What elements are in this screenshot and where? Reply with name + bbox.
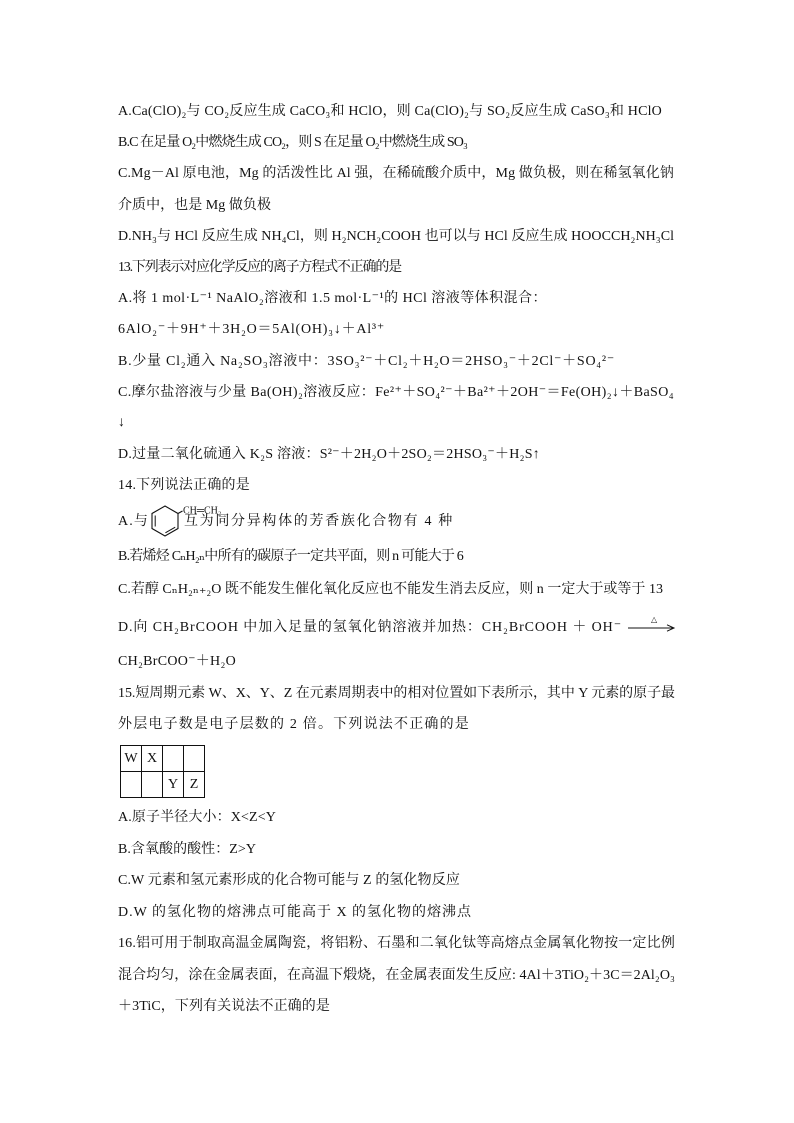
q13-option-d: D.过量二氧化硫通入 K₂S 溶液：S²⁻＋2H₂O＋2SO₂＝2HSO₃⁻＋H₂S↑ — [118, 447, 540, 462]
vinyl-bond — [178, 511, 183, 514]
table-cell-w: W — [121, 746, 142, 772]
ring-double-bond-lower-right — [165, 527, 175, 533]
q14-option-d-line2: CH₂BrCOO⁻＋H₂O — [118, 654, 236, 669]
periodic-table-row-1 — [121, 746, 205, 772]
periodic-table-fragment — [120, 745, 205, 798]
table-cell-y: Y — [163, 772, 184, 798]
q12-option-c-line1: C.Mg－Al 原电池，Mg 的活泼性比 Al 强，在稀硫酸介质中，Mg 做负极，则在稀氢氧化钠 — [118, 166, 675, 181]
table-cell-z: Z — [184, 772, 205, 798]
vinyl-group-label: CH═CH₂ — [183, 505, 222, 517]
q13-option-a-equation: 6AlO₂⁻＋9H⁺＋3H₂O＝5Al(OH)₃↓＋Al³⁺ — [118, 322, 386, 337]
table-cell-empty — [121, 772, 142, 798]
q12-option-c-line2: 介质中，也是 Mg 做负极 — [118, 198, 271, 213]
table-cell-empty — [142, 772, 163, 798]
q14-option-a-prefix: A.与 — [118, 514, 149, 529]
table-cell-empty — [184, 746, 205, 772]
q15-option-a: A.原子半径大小：X<Z<Y — [118, 810, 276, 825]
q12-option-a: A.Ca(ClO)₂与 CO₂反应生成 CaCO₃和 HClO，则 Ca(ClO)₂与 SO₂反应生成 CaSO₃和 HClO — [118, 104, 662, 119]
table-cell-x: X — [142, 746, 163, 772]
q15-option-b: B.含氧酸的酸性：Z>Y — [118, 842, 256, 857]
ring-outline — [152, 506, 178, 536]
heating-reaction-arrow — [626, 614, 676, 638]
q16-stem-line1: 16.铝可用于制取高温金属陶瓷，将铝粉、石墨和二氧化钛等高熔点金属氧化物按一定比例 — [118, 936, 676, 951]
q16-stem-line3: ＋3TiC，下列有关说法不正确的是 — [118, 999, 330, 1014]
q15-option-c: C.W 元素和氢元素形成的化合物可能与 Z 的氢化物反应 — [118, 873, 460, 888]
q13-option-c-line2: ↓ — [118, 415, 125, 430]
q13-option-c-line1: C.摩尔盐溶液与少量 Ba(OH)₂溶液反应：Fe²⁺＋SO₄²⁻＋Ba²⁺＋2OH⁻＝Fe(OH)₂↓＋BaSO₄ — [118, 385, 674, 400]
q14-option-c: C.若醇 CₙH₂ₙ₊₂O 既不能发生催化氧化反应也不能发生消去反应，则 n 一定大于或等于 13 — [118, 582, 663, 597]
table-cell-empty — [163, 746, 184, 772]
q15-stem-line2: 外层电子数是电子层数的 2 倍。下列说法不正确的是 — [118, 717, 470, 732]
periodic-table-row-2 — [121, 772, 205, 798]
q15-stem-line1: 15.短周期元素 W、X、Y、Z 在元素周期表中的相对位置如下表所示，其中 Y 元素的原子最 — [118, 686, 676, 701]
q14-option-a-suffix: 互为同分异构体的芳香族化合物有 4 种 — [184, 514, 454, 529]
q14-option-d-line1: D.向 CH₂BrCOOH 中加入足量的氢氧化钠溶液并加热：CH₂BrCOOH ＋ OH⁻ — [118, 620, 622, 635]
q14-stem: 14.下列说法正确的是 — [118, 478, 250, 493]
q12-option-d: D.NH₃与 HCl 反应生成 NH₄Cl，则 H₂NCH₂COOH 也可以与 HCl 反应生成 HOOCCH₂NH₃Cl — [118, 229, 675, 244]
q14-option-b: B.若烯烃 CₙH₂ₙ中所有的碳原子一定共平面，则 n 可能大于 6 — [118, 549, 463, 564]
q13-option-a-line1: A.将 1 mol·L⁻¹ NaAlO₂溶液和 1.5 mol·L⁻¹的 HCl 溶液等体积混合： — [118, 291, 547, 306]
q13-stem: 13.下列表示对应化学反应的离子方程式不正确的是 — [118, 260, 401, 275]
q12-option-b: B.C 在足量 O₂中燃烧生成 CO₂，则 S 在足量 O₂中燃烧生成 SO₃ — [118, 135, 467, 150]
q16-stem-line2: 混合均匀，涂在金属表面，在高温下煅烧，在金属表面发生反应: 4Al＋3TiO₂＋3C＝2Al₂O₃ — [118, 968, 675, 983]
q13-option-b: B.少量 Cl₂通入 Na₂SO₃溶液中：3SO₃²⁻＋Cl₂＋H₂O＝2HSO₃⁻＋2Cl⁻＋SO₄²⁻ — [118, 354, 615, 369]
q15-option-d: D.W 的氢化物的熔沸点可能高于 X 的氢化物的熔沸点 — [118, 905, 472, 920]
heating-condition-symbol: △ — [651, 615, 658, 624]
